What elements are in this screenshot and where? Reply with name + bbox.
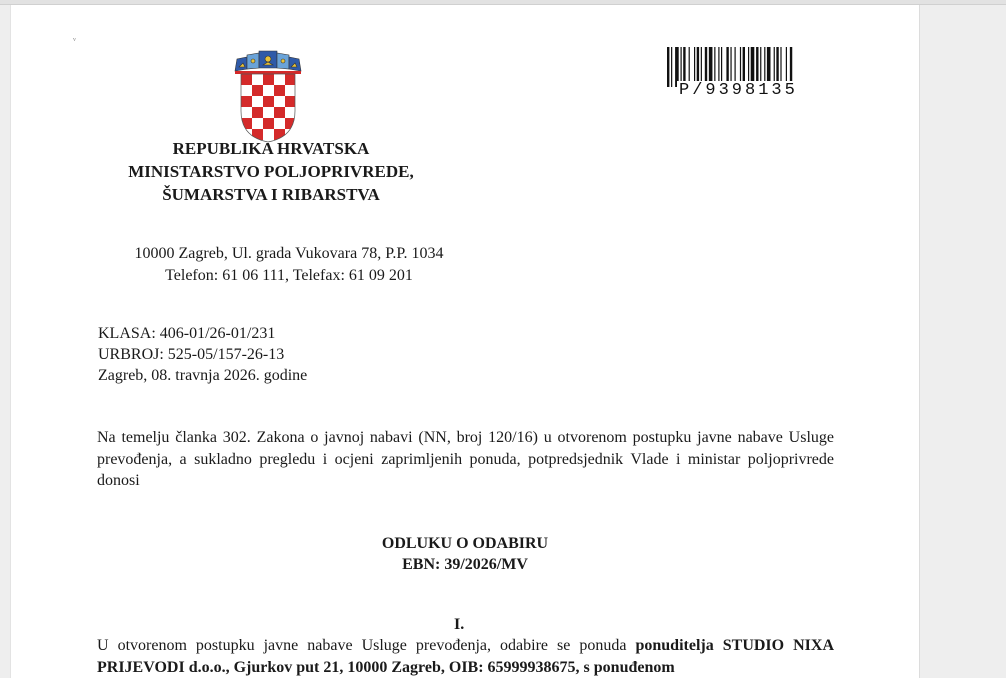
- ministry-line-2: MINISTARSTVO POLJOPRIVREDE,: [128, 162, 414, 181]
- barcode-number: P/9398135: [679, 81, 798, 100]
- phone-fax-line: Telefon: 61 06 111, Telefax: 61 09 201: [165, 267, 413, 284]
- section-text-bold: ponuditelja STUDIO NIXA PRIJEVODI d.o.o., Gjurkov put 21, 10000 Zagreb, OIB: 65999938675, s ponuđenom: [97, 637, 835, 676]
- address-block: [99, 243, 479, 287]
- urbroj-line: URBROJ: 525-05/157-26-13: [98, 346, 285, 363]
- document-barcode: [661, 47, 837, 99]
- ministry-line-3: ŠUMARSTVA I RIBARSTVA: [162, 185, 380, 204]
- ebn-number: EBN: 39/2026/MV: [402, 556, 528, 573]
- section-paragraph: [97, 635, 834, 678]
- document-page: [10, 5, 920, 678]
- intro-paragraph: Na temelju članka 302. Zakona o javnoj nabavi (NN, broj 120/16) u otvorenom postupku javne nabave Usluge prevođenja, a sukladno pregledu i ocjeni zaprimljenih ponuda, potpredsjednik Vlade i ministar poljoprivrede donosi: [97, 429, 834, 489]
- document-meta: [98, 323, 307, 386]
- section-text-plain: U otvorenom postupku javne nabave Usluge prevođenja, odabire se ponuda: [97, 637, 636, 654]
- klasa-line: KLASA: 406-01/26-01/231: [98, 325, 276, 342]
- decision-heading: [365, 533, 565, 575]
- decision-title: ODLUKU O ODABIRU: [381, 535, 549, 552]
- coat-of-arms-icon: [233, 49, 303, 144]
- address-line: 10000 Zagreb, Ul. grada Vukovara 78, P.P. 1034: [134, 245, 444, 262]
- date-line: Zagreb, 08. travnja 2026. godine: [98, 367, 308, 384]
- scan-speck: ᵥ: [73, 32, 76, 43]
- ministry-heading: [101, 137, 441, 206]
- ministry-line-1: REPUBLIKA HRVATSKA: [172, 139, 370, 158]
- section-number: I.: [454, 616, 465, 633]
